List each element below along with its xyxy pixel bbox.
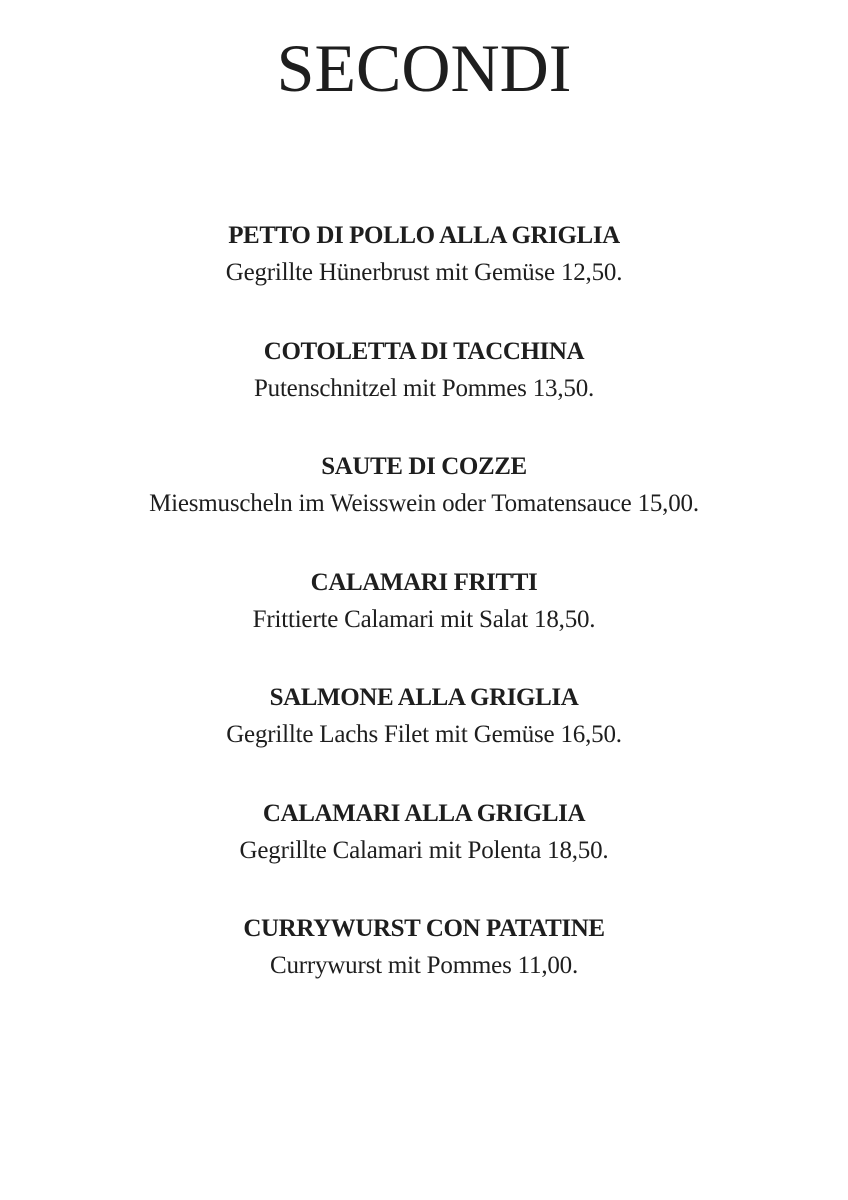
menu-item-description: Frittierte Calamari mit Salat 18,50. (252, 605, 596, 633)
menu-item-saute-di-cozze (0, 449, 848, 565)
menu-item-description: Miesmuscheln im Weisswein oder Tomatensauce 15,00. (149, 490, 699, 517)
menu-item-description: Gegrillte Hünerbrust mit Gemüse 12,50. (225, 259, 623, 286)
menu-item-petto-di-pollo (0, 218, 848, 334)
menu-item-name: COTOLETTA DI TACCHINA (263, 337, 585, 365)
menu-item-description: Gegrillte Lachs Filet mit Gemüse 16,50. (226, 721, 622, 748)
menu-item-currywurst-con-patatine (0, 911, 848, 1027)
page-title: SECONDI (276, 30, 572, 106)
menu-item-name: CURRYWURST CON PATATINE (243, 915, 605, 942)
menu-item-description: Currywurst mit Pommes 11,00. (269, 952, 579, 979)
menu-item-calamari-fritti (0, 565, 848, 681)
menu-item-name: CALAMARI FRITTI (310, 568, 538, 596)
menu-list (0, 218, 848, 1027)
menu-item-calamari-alla-griglia (0, 796, 848, 912)
menu-item-name: SALMONE ALLA GRIGLIA (269, 684, 579, 711)
menu-item-description: Gegrillte Calamari mit Polenta 18,50. (239, 836, 609, 864)
menu-item-name: PETTO DI POLLO ALLA GRIGLIA (228, 222, 620, 249)
menu-item-name: CALAMARI ALLA GRIGLIA (262, 799, 586, 827)
menu-item-name: SAUTE DI COZZE (321, 453, 527, 480)
menu-item-salmone-alla-griglia (0, 680, 848, 796)
menu-item-cotoletta-di-tacchina (0, 334, 848, 450)
menu-item-description: Putenschnitzel mit Pommes 13,50. (253, 374, 595, 402)
